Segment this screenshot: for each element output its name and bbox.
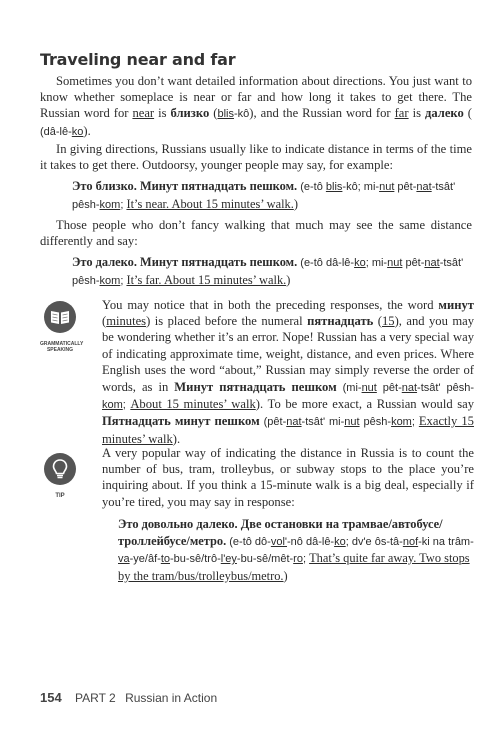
stressed-syllable: l'ey	[220, 553, 237, 566]
paragraph-others: Those people who don’t fancy walking that much may see the same distance differently and say:	[40, 217, 472, 248]
stressed-syllable: va	[118, 553, 130, 566]
pronunciation: (mi-	[336, 381, 362, 394]
pronunciation: pêsh-	[359, 416, 392, 429]
pronunciation: pêt-	[394, 181, 417, 194]
text: Sometimes you don’t want detailed information about directions. You just want to know whether someplace is near or far and how long it takes to get there. The Russian word for	[40, 73, 472, 121]
stressed-syllable: nut	[379, 181, 395, 194]
pronunciation: -ye/âf-	[129, 553, 161, 566]
stressed-syllable: ro	[293, 553, 303, 566]
grammatically-speaking-icon-box	[40, 300, 84, 353]
stressed-syllable: nut	[361, 381, 377, 394]
stressed-syllable: kom	[102, 399, 123, 412]
pronunciation: (pêt-	[259, 416, 287, 429]
section-heading: Traveling near and far	[40, 50, 236, 69]
stressed-syllable: to	[160, 553, 170, 566]
text: )	[283, 568, 288, 583]
book-icon	[43, 300, 77, 334]
pronunciation: pêt-	[376, 381, 402, 394]
text: ), and the Russian word for	[249, 106, 395, 121]
page-number: 154	[40, 690, 62, 705]
text: ) is placed before the numeral	[146, 314, 308, 328]
stressed-syllable: nat	[424, 257, 440, 270]
grammatically-speaking-paragraph	[102, 297, 474, 448]
pronunciation: -tsât' pêsh-	[72, 181, 456, 211]
tip-icon-box	[40, 452, 80, 499]
pronunciation: -tsât' pêsh-	[72, 257, 464, 287]
pronunciation: ;	[122, 399, 131, 412]
russian-phrase: Это близко. Минут пятнадцать пешком.	[72, 179, 298, 194]
icon-label-tip: TIP	[55, 493, 65, 499]
pronunciation: -bu-sê/mêt-	[236, 553, 294, 566]
russian-word-minut: минут	[438, 297, 474, 312]
example-near	[72, 178, 474, 213]
footer-title: Russian in Action	[125, 691, 218, 705]
russian-phrase: Минут пятнадцать пешком	[174, 379, 337, 394]
lightbulb-icon	[43, 452, 77, 486]
stressed-syllable: nat	[401, 381, 418, 394]
russian-phrase: Это далеко. Минут пятнадцать пешком.	[72, 255, 298, 270]
pronunciation: -kô; mi-	[342, 181, 380, 194]
tip-paragraph: A very popular way of indicating the distance in Russia is to count the number of bus, tram, trolleybus, or subway stops to the place you’re inquiring about. If you think a 15-minute walk is a big deal, especially if you’re tired, you may say in response:	[102, 445, 474, 509]
stressed-syllable: nof	[402, 535, 419, 548]
pronunciation: ; dv'e ôs-tâ-	[345, 535, 403, 548]
stressed-syllable: kom	[391, 416, 412, 429]
pronunciation: -tsât' mi-	[301, 416, 345, 429]
stressed-syllable: ko	[334, 535, 346, 548]
english-translation: Exactly 15 minutes’ walk	[102, 414, 474, 446]
english-translation: That’s quite far away. Two stops by the tram/bus/trolleybus/metro.	[118, 551, 470, 583]
pronunciation: pêt-	[402, 257, 425, 270]
english-translation: It’s near. About 15 minutes’ walk.	[126, 196, 294, 211]
text: (	[463, 106, 472, 121]
text: You may notice that in both the preceding responses, the word	[102, 297, 439, 312]
english-translation: It’s far. About 15 minutes’ walk.	[126, 272, 287, 287]
footer-part: PART 2	[75, 691, 116, 705]
stressed-syllable: nat	[416, 181, 432, 194]
example-far	[72, 254, 474, 289]
pronunciation: (e-tô dô-	[226, 535, 271, 548]
text: ).	[172, 431, 181, 446]
stressed-syllable: nut	[387, 257, 403, 270]
text: is	[154, 106, 171, 121]
russian-word-pyatnadtsat: пятнадцать	[307, 314, 374, 328]
translation-minutes: minutes	[106, 314, 147, 328]
text: ), and you may be wondering whether it’s an error. Nope! Russian has a very special way of indicating approximate time, weight, distance, and even prices. Where English uses the word “about,” Russian may simply reverse the order of words, as in	[102, 314, 475, 394]
text: ). To be more exact, a Russian would say	[255, 397, 474, 412]
page-footer	[40, 690, 217, 705]
english-translation: About 15 minutes’ walk	[130, 397, 256, 412]
stressed-syllable: vol'	[270, 535, 288, 548]
stressed-syllable: kom	[99, 274, 121, 287]
paragraph-intro	[40, 73, 472, 141]
stressed-syllable: nut	[344, 416, 360, 429]
pronunciation: -kô	[233, 108, 250, 121]
text: )	[293, 196, 298, 211]
stressed-syllable: nat	[286, 416, 302, 429]
paragraph-directions: In giving directions, Russians usually like to indicate distance in terms of the time it takes to get there. Outdoorsy, younger people may say, for example:	[40, 141, 472, 172]
translation-15: 15	[381, 314, 395, 328]
pronunciation: ;	[120, 274, 127, 287]
russian-phrase: Это довольно далеко. Две остановки на трамвае/автобусе/троллейбусе/метро.	[118, 517, 443, 548]
stressed-syllable: ko	[354, 257, 366, 270]
text: )	[286, 272, 291, 287]
pronunciation: -ki na trâm-	[418, 535, 474, 548]
text: (	[209, 106, 218, 121]
pronunciation: (dâ-lê-	[40, 125, 72, 138]
russian-phrase: Пятнадцать минут пешком	[102, 414, 260, 429]
pronunciation: ;	[411, 416, 419, 429]
stressed-syllable: blis	[217, 108, 234, 121]
pronunciation: (e-tô	[297, 181, 326, 194]
example-stops	[118, 516, 474, 584]
text: (	[102, 314, 107, 328]
pronunciation: (e-tô dâ-lê-	[297, 257, 355, 270]
text: ).	[83, 123, 91, 138]
icon-label-grammatically-speaking: GRAMMATICALLY SPEAKING	[40, 341, 84, 353]
russian-word-daleko: далеко	[424, 106, 464, 121]
pronunciation: -bu-sê/trô-	[170, 553, 221, 566]
pronunciation: ; mi-	[365, 257, 388, 270]
pronunciation: ;	[302, 553, 310, 566]
stressed-syllable: ko	[71, 125, 84, 138]
text: is	[408, 106, 425, 121]
term-near: near	[132, 106, 155, 121]
stressed-syllable: kom	[99, 198, 121, 211]
russian-word-blizko: близко	[170, 106, 210, 121]
pronunciation: -tsât' pêsh-	[417, 381, 474, 394]
stressed-syllable: blis	[325, 181, 343, 194]
text: (	[373, 314, 382, 328]
term-far: far	[394, 106, 409, 121]
pronunciation: -nô dâ-lê-	[287, 535, 335, 548]
pronunciation: ;	[120, 198, 127, 211]
